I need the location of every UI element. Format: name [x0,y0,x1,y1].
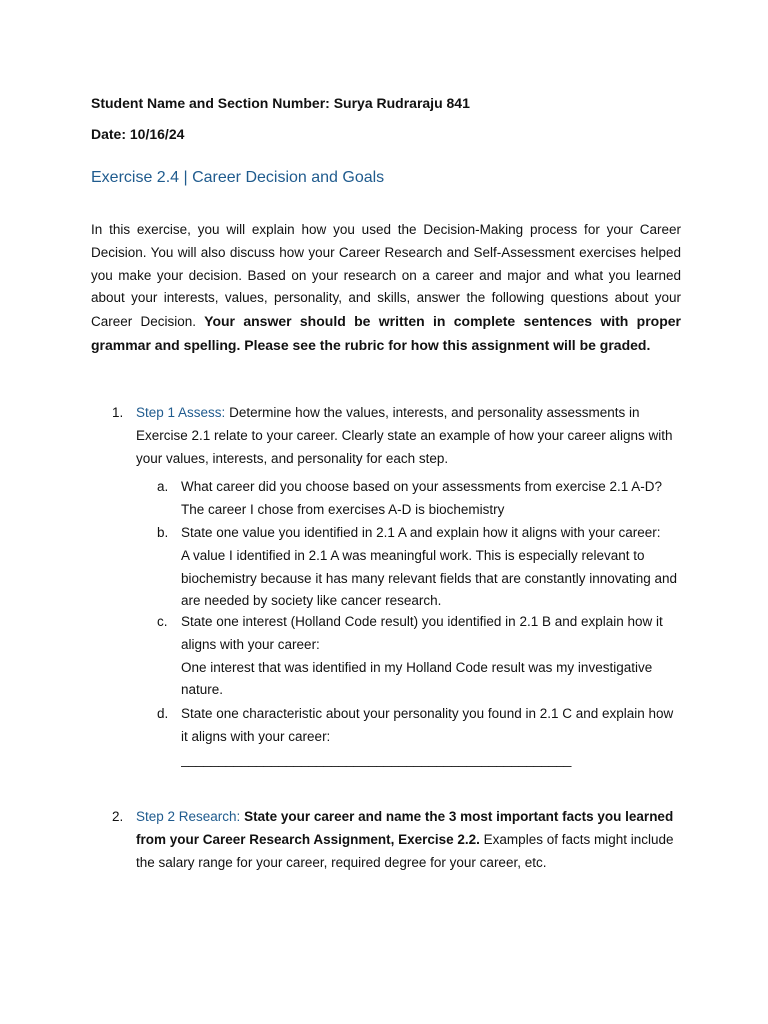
sub-item-d-question: State one characteristic about your personality you found in 2.1 C and explain how it aligns with your career: [181,706,674,744]
sub-item-d-body [181,703,681,771]
exercise-title: Exercise 2.4 | Career Decision and Goals [91,169,385,186]
sub-item-a-body [181,476,681,522]
step-1-text: Determine how the values, interests, and personality assessments in Exercise 2.1 relate to your career. Clearly state an example of how your career aligns with your values, interests, and personality for each step. [136,405,673,466]
step-2-title: Step 2 Research: [136,809,241,824]
step-1-number: 1. [112,405,124,420]
sub-item-a-letter: a. [157,479,169,494]
sub-item-b-question: State one value you identified in 2.1 A and explain how it aligns with your career: [181,525,661,540]
date-line: Date: 10/16/24 [91,126,185,142]
sub-item-b-letter: b. [157,525,169,540]
sub-item-c-letter: c. [157,614,168,629]
sub-item-a-question: What career did you choose based on your assessments from exercise 2.1 A-D? [181,479,662,494]
intro-text: In this exercise, you will explain how you used the Decision-Making process for your Career Decision. You will also discuss how your Career Research and Self-Assessment exercises helped you make your decision. Based on your research on a career and major and what you learned about your interests, values, personality, and skills, answer the following questions about your Career Decision. [91,222,681,330]
sub-item-a-answer: The career I chose from exercises A-D is biochemistry [181,501,505,517]
sub-item-b-body [181,522,681,613]
sub-item-c-answer: One interest that was identified in my Holland Code result was my investigative nature. [181,659,653,698]
step-1-body [136,401,681,470]
intro-paragraph [91,219,681,358]
intro-bold-text: Your answer should be written in complete sentences with proper grammar and spelling. Please see the rubric for how this assignment will be graded. [91,313,681,353]
sub-item-d-letter: d. [157,706,169,721]
step-2-body [136,805,681,874]
sub-item-d-answer-blank[interactable]: ____________________________________________________ [181,751,572,767]
student-name-line: Student Name and Section Number: Surya Rudraraju 841 [91,95,470,111]
step-2-text: Examples of facts might include the salary range for your career, required degree for your career, etc. [136,832,674,870]
sub-item-c-question: State one interest (Holland Code result) you identified in 2.1 B and explain how it aligns with your career: [181,614,663,652]
step-2-bold-text: State your career and name the 3 most important facts you learned from your Career Research Assignment, Exercise 2.2. [136,809,674,847]
step-1-title: Step 1 Assess: [136,405,226,420]
sub-item-c-body [181,611,681,702]
step-2-number: 2. [112,809,124,824]
sub-item-b-answer: A value I identified in 2.1 A was meaningful work. This is especially relevant to biochemistry because it has many relevant fields that are constantly innovating and are needed by society like cancer research. [181,547,678,609]
